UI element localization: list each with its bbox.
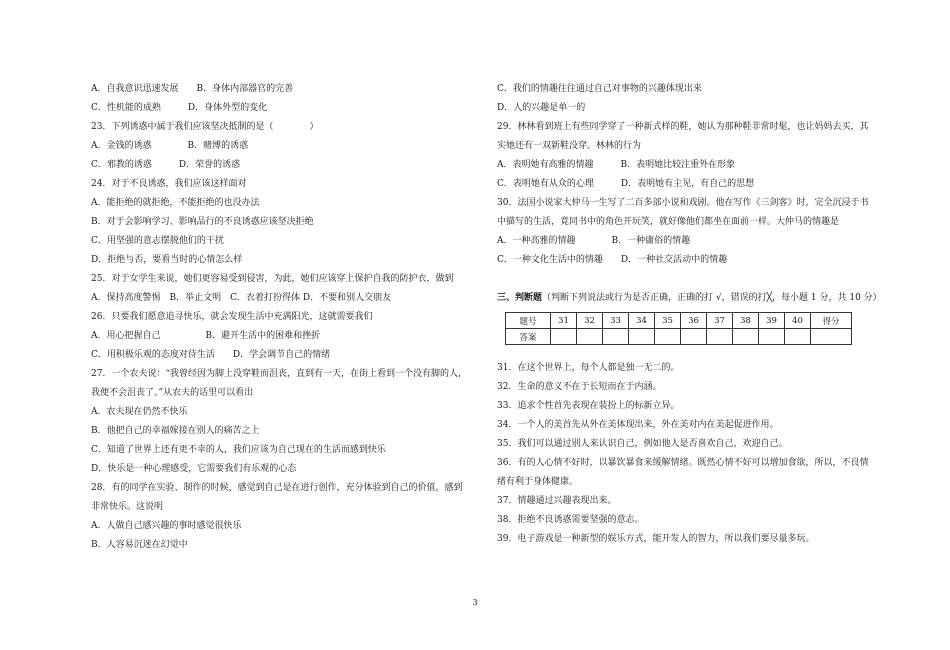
question-line: C．邪教的诱惑 D．荣誉的诱惑 <box>91 160 241 170</box>
answer-table-header-cell: 37 <box>707 313 733 329</box>
question-line: 29．林林看到班上有些同学穿了一种新式样的鞋，她认为那种鞋非常时髦，也让妈妈去买，其 <box>497 122 869 132</box>
answer-table-header-cell: 32 <box>577 313 603 329</box>
answer-table-header-cell: 35 <box>655 313 681 329</box>
right-column-questions <box>497 80 897 270</box>
question-line: 32．生命的意义不在于长短而在于内涵。 <box>497 382 662 392</box>
answer-table-header-cell: 40 <box>785 313 811 329</box>
answer-cell[interactable] <box>811 329 852 345</box>
question-line: 28．有的同学在实验、制作的时候，感觉到自己是在进行创作，充分体验到自己的价值，感到 <box>91 483 463 493</box>
answer-table-header-cell: 得分 <box>811 313 852 329</box>
question-line: A．用心把握自己 B．避开生活中的困难和挫折 <box>91 331 321 341</box>
question-line: C．知道了世界上还有更不幸的人，我们应该为自己现在的生活而感到快乐 <box>91 445 386 455</box>
question-line: A．一种高雅的情趣 B．一种庸俗的情趣 <box>497 236 691 246</box>
judge-section-instructions: （判断下列说法或行为是否正确，正确的打 √，错误的打╳，每小题 1 分，共 10 分） <box>542 293 882 303</box>
question-line: C．表明她有从众的心理 D．表明她有主见，有自己的思想 <box>497 179 755 189</box>
right-column <box>497 80 897 549</box>
section-gap <box>497 270 897 287</box>
question-line: C．性机能的成熟 D．身体外型的变化 <box>91 103 268 113</box>
page-number: 3 <box>472 598 478 607</box>
answer-cell[interactable] <box>681 329 707 345</box>
question-line: 中描写的生活，竟同书中的角色开玩笑，就好像他们都坐在面前一样。大仲马的情趣是 <box>497 217 840 227</box>
question-line: 33．追求个性首先表现在装扮上的标新立异。 <box>497 401 680 411</box>
question-line: 24．对于不良诱惑，我们应该这样面对 <box>91 179 247 189</box>
answer-table-header-cell: 39 <box>759 313 785 329</box>
question-line: 36．有的人心情不好时，以暴饮暴食来缓解情绪。既然心情不好可以增加食欲，所以，不良情 <box>497 458 869 468</box>
answer-table-answer-row <box>506 329 852 345</box>
question-line: D．快乐是一种心理感受，它需要我们有乐观的心态 <box>91 464 297 474</box>
question-line: D．拒绝与否，要看当时的心情怎么样 <box>91 255 243 265</box>
answer-cell[interactable] <box>577 329 603 345</box>
question-line: 27．一个农夫说：“我曾经因为脚上没穿鞋而沮丧，直到有一天，在街上看到一个没有脚的人， <box>91 369 468 379</box>
question-line: 23．下列诱惑中属于我们应该坚决抵制的是（ ） <box>91 122 319 132</box>
question-line: A．表明她有高雅的情趣 B．表明她比较注重外在形象 <box>497 160 736 170</box>
answer-cell[interactable] <box>707 329 733 345</box>
question-line: 30．法国小说家大仲马一生写了二百多部小说和戏剧。他在写作《三剑客》时，完全沉浸于书 <box>497 198 869 208</box>
answer-table-header-cell: 31 <box>551 313 577 329</box>
question-line: 25．对于女学生来说，她们更容易受到侵害，为此，她们应该穿上保护自我的防护衣，做到 <box>91 274 454 284</box>
left-column <box>91 80 471 555</box>
question-line: A．保持高度警惕 B．举止文明 C．衣着打扮得体 D．不要和别人交朋友 <box>91 293 392 303</box>
judge-section-title: 三、判断题 <box>497 293 543 303</box>
question-line: 34．一个人的美首先从外在美体现出来，外在美对内在美起促进作用。 <box>497 420 779 430</box>
question-line: 实她还有一双新鞋没穿。林林的行为 <box>497 141 642 151</box>
question-line: A．农夫现在仍然不快乐 <box>91 407 188 417</box>
answer-table-header-row <box>506 313 852 329</box>
question-line: C．我们的情趣往往通过自己对事物的兴趣体现出来 <box>497 84 702 94</box>
answer-cell[interactable] <box>785 329 811 345</box>
question-line: B．人容易沉迷在幻觉中 <box>91 540 188 550</box>
question-line: A．金钱的诱惑 B．赌博的诱惑 <box>91 141 249 151</box>
question-line: 26．只要我们愿意追寻快乐，就会发现生活中充满阳光，这就需要我们 <box>91 312 373 322</box>
question-line: 37．情趣通过兴趣表现出来。 <box>497 496 617 506</box>
question-line: A．人做自己感兴趣的事时感觉很快乐 <box>91 521 242 531</box>
answer-table-header-cell: 33 <box>603 313 629 329</box>
question-line: 35．我们可以通过别人来认识自己，例如他人是否喜欢自己，欢迎自己。 <box>497 439 788 449</box>
answer-row-label: 答案 <box>506 329 551 345</box>
question-line: B．对于会影响学习、影响品行的不良诱惑应该坚决拒绝 <box>91 217 314 227</box>
judge-section-heading <box>497 289 897 308</box>
question-line: C．一种文化生活中的情趣 D．一种社交活动中的情趣 <box>497 255 728 265</box>
question-line: A．能拒绝的就拒绝，不能拒绝的也没办法 <box>91 198 260 208</box>
answer-cell[interactable] <box>655 329 681 345</box>
judge-statements <box>497 359 897 549</box>
question-line: 我便不会沮丧了。”从农夫的话里可以看出 <box>91 388 254 398</box>
answer-table-header-cell: 38 <box>733 313 759 329</box>
question-line: 绪有利于身体健康。 <box>497 477 579 487</box>
question-line: B．他把自己的幸福嫁接在别人的痛苦之上 <box>91 426 260 436</box>
answer-table <box>505 312 852 345</box>
question-line: 非常快乐。这说明 <box>91 502 164 512</box>
question-line: D．人的兴趣是单一的 <box>497 103 586 113</box>
question-line: A．自我意识迅速发展 B．身体内部器官的完善 <box>91 84 294 94</box>
answer-table-header-cell: 题号 <box>506 313 551 329</box>
answer-table-header-cell: 36 <box>681 313 707 329</box>
question-line: 31．在这个世界上，每个人都是独一无二的。 <box>497 363 680 373</box>
answer-cell[interactable] <box>733 329 759 345</box>
answer-cell[interactable] <box>551 329 577 345</box>
question-line: C．用积极乐观的态度对待生活 D．学会调节自己的情绪 <box>91 350 331 360</box>
answer-table-header-cell: 34 <box>629 313 655 329</box>
question-line: 38．拒绝不良诱惑需要坚强的意志。 <box>497 515 644 525</box>
question-line: 39．电子游戏是一种新型的娱乐方式，能开发人的智力，所以我们要尽量多玩。 <box>497 534 815 544</box>
question-line: C．用坚强的意志摆脱他们的干扰 <box>91 236 224 246</box>
answer-cell[interactable] <box>759 329 785 345</box>
answer-cell[interactable] <box>603 329 629 345</box>
answer-cell[interactable] <box>629 329 655 345</box>
